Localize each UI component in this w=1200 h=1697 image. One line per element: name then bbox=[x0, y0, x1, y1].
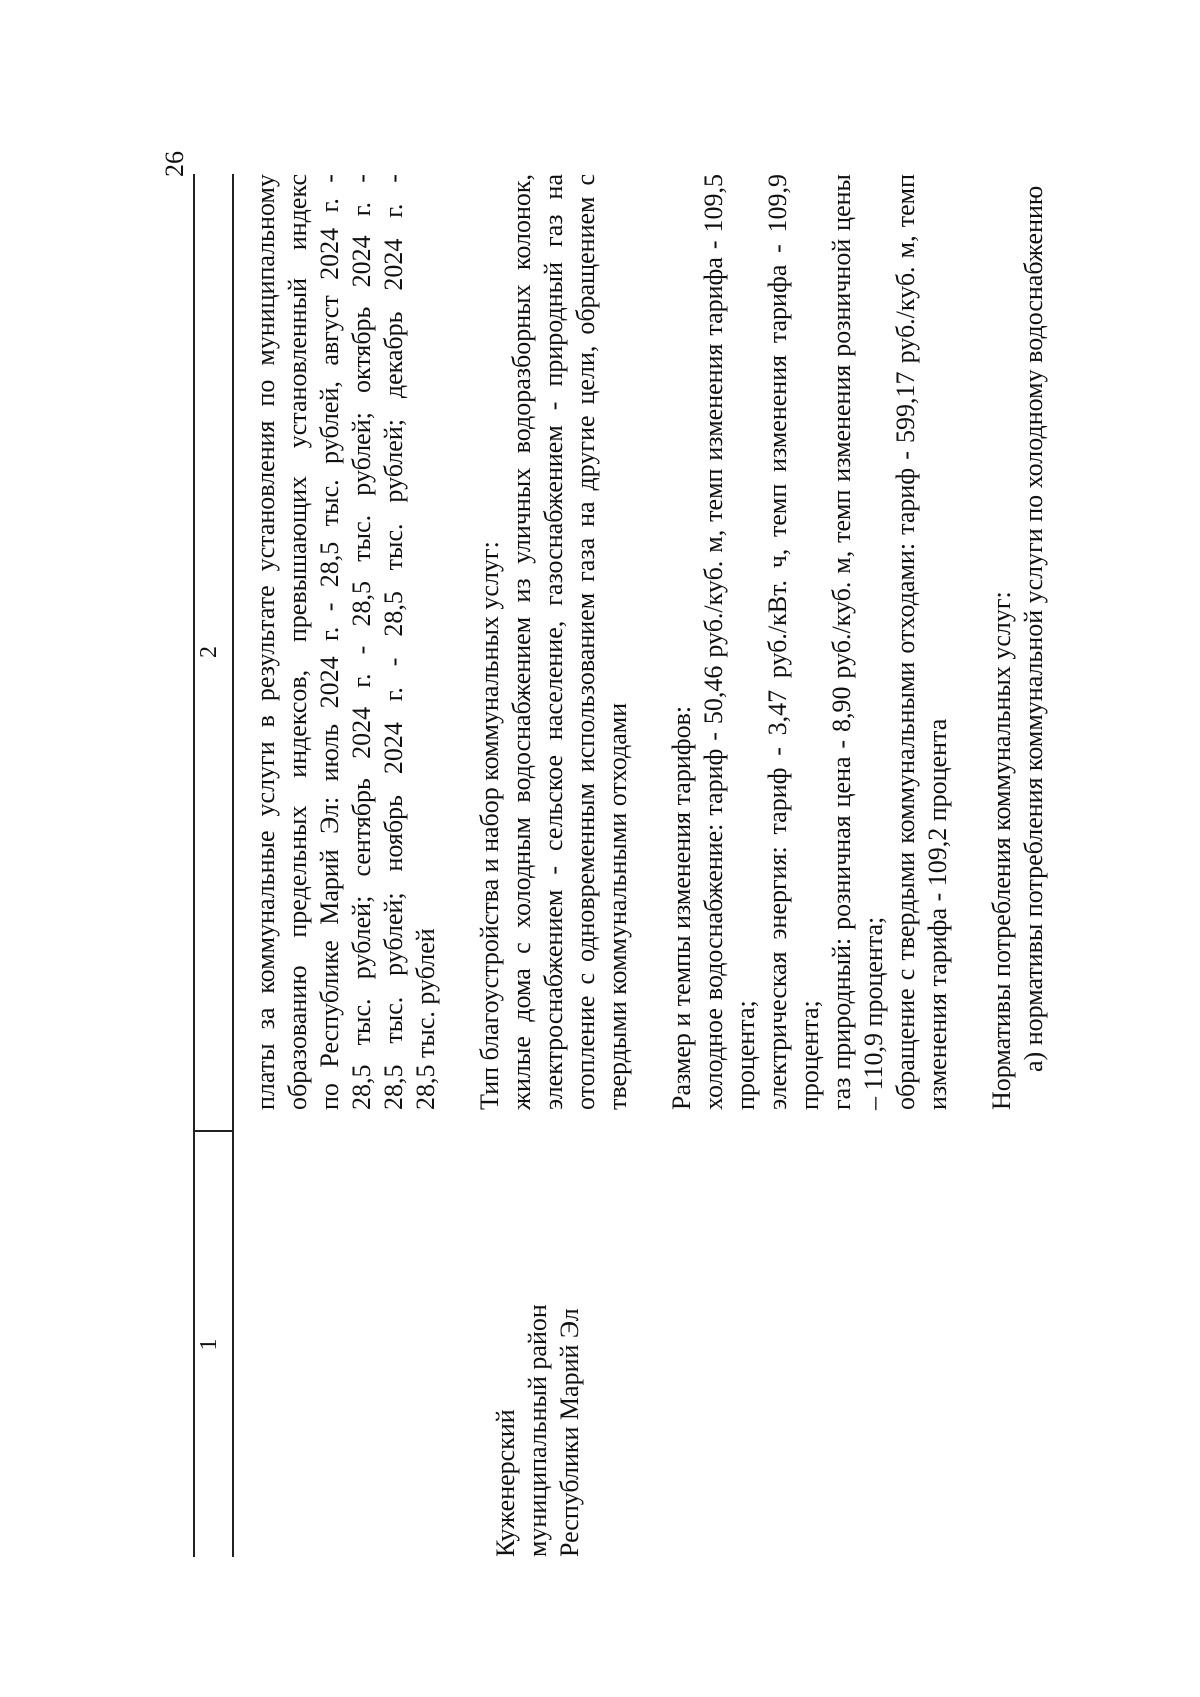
intro-paragraph bbox=[250, 174, 442, 1110]
intro-line-3: по Республике Марий Эл: июль 2024 г. - 28,5 тыс. рублей, август 2024 г. - bbox=[315, 174, 344, 1110]
improvement-heading: Тип благоустройства и набор коммунальных услуг: bbox=[475, 541, 504, 1110]
table-header-top-rule bbox=[193, 174, 195, 1557]
intro-line-6: 28,5 тыс. рублей bbox=[411, 928, 440, 1110]
tariffs-heading: Размер и темпы изменения тарифов: bbox=[667, 705, 696, 1110]
page-number: 26 bbox=[160, 151, 189, 177]
intro-line-2: образованию предельных индексов, превышающих установленный индекс bbox=[283, 174, 312, 1110]
intro-line-1: платы за коммунальные услуги в результате установления по муниципальному bbox=[251, 174, 280, 1110]
intro-line-5: 28,5 тыс. рублей; ноябрь 2024 г. - 28,5 тыс. рублей; декабрь 2024 г. - bbox=[379, 174, 408, 1110]
municipality-line-2: муниципальный район bbox=[523, 1304, 552, 1557]
tariff-electricity: электрическая энергия: тариф - 3,47 руб./кВт. ч, темп изменения тарифа - 109,9 процента; bbox=[763, 174, 824, 1110]
norms-heading: Нормативы потребления коммунальных услуг: bbox=[987, 591, 1016, 1110]
tariff-waste: обращение с твердыми коммунальными отходами: тариф - 599,17 руб./куб. м, темп изменения тарифа - 109,2 процента bbox=[891, 174, 952, 1110]
column-2-content bbox=[250, 174, 1050, 1110]
tariff-gas: газ природный: розничная цена - 8,90 руб./куб. м, темп изменения розничной цены – 110,9 процента; bbox=[827, 174, 888, 1110]
intro-line-4: 28,5 тыс. рублей; сентябрь 2024 г. - 28,5 тыс. рублей; октябрь 2024 г. - bbox=[347, 174, 376, 1110]
table-header-bottom-rule bbox=[232, 174, 234, 1557]
municipality-line-1: Куженерский bbox=[491, 1409, 520, 1557]
norms-item-a: а) нормативы потребления коммунальной услуги по холодному водоснабжению bbox=[1019, 185, 1048, 1072]
column-1-number: 1 bbox=[196, 1338, 222, 1351]
improvement-text: жилые дома с холодным водоснабжением из уличных водоразборных колонок, электроснабжением - сельское население, газоснабжением - природный газ на отопление с одновременным использованием газа на другие цели, обращением с твердыми коммунальными отходами bbox=[507, 174, 632, 1110]
municipality-name bbox=[490, 1197, 586, 1557]
tariff-water: холодное водоснабжение: тариф - 50,46 руб./куб. м, темп изменения тарифа - 109,5 процента; bbox=[699, 174, 760, 1110]
column-2-number: 2 bbox=[196, 646, 222, 658]
municipality-line-3: Республики Марий Эл bbox=[555, 1308, 584, 1557]
